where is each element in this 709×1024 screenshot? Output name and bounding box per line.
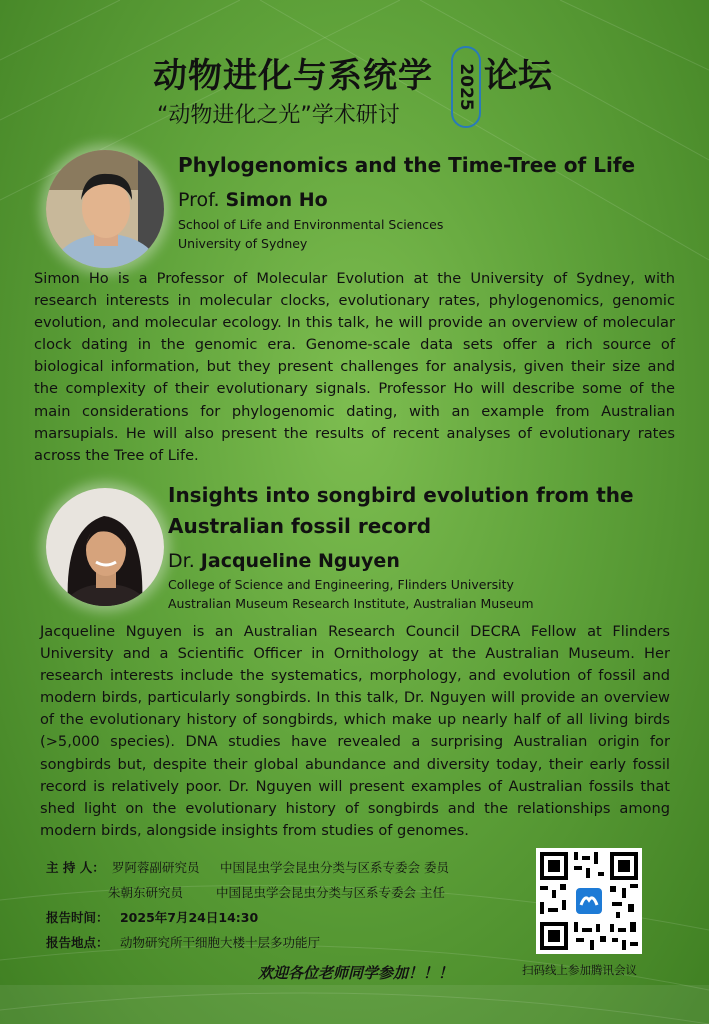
- talk1-speaker-prefix: Prof.: [178, 189, 220, 211]
- talk2-affiliation: [168, 575, 534, 613]
- talk2-bio: Jacqueline Nguyen is an Australian Research Council DECRA Fellow at Flinders University and a Scientific Officer in Ornithology at the Australian Museum. Her research interests include the systematics, morphology, and evolution of fossil and modern birds, particularly songbirds. In this talk, Dr. Nguyen will provide an overview of the evolutionary history of songbirds, which make up nearly half of all living birds (>5,000 species). DNA studies have revealed a surprising Australian origin for songbirds but, despite their global abundance and diversity today, their early fossil record is relatively poor. Dr. Nguyen will present examples of Australian fossils that shed light on the evolutionary history of songbirds and the relationships among modern birds, alongside insights from studies of genomes.: [40, 623, 670, 839]
- forum-subtitle: “动物进化之光”学术研讨: [157, 103, 400, 128]
- talk1-affiliation-line2: University of Sydney: [178, 236, 308, 251]
- talk2-title: [168, 480, 634, 542]
- talk1-affiliation-line1: School of Life and Environmental Sciences: [178, 217, 444, 232]
- talk1-speaker: [178, 189, 328, 211]
- host1-name: 罗阿蓉副研究员: [111, 860, 200, 875]
- place-row: [46, 933, 320, 951]
- place-value: 动物研究所干细胞大楼十层多功能厅: [119, 935, 320, 950]
- host-label: 主 持 人：: [46, 860, 105, 875]
- host1-role: 中国昆虫学会昆虫分类与区系专委会 委员: [219, 860, 449, 875]
- time-row: [46, 908, 258, 926]
- meeting-qr-code[interactable]: [536, 848, 642, 954]
- place-label: 报告地点：: [46, 935, 109, 950]
- talk2-title-line2: Australian fossil record: [168, 514, 432, 538]
- speaker-photo-simon-ho: [46, 150, 164, 268]
- time-label: 报告时间：: [46, 910, 109, 925]
- host2-role: 中国昆虫学会昆虫分类与区系专委会 主任: [215, 885, 445, 900]
- forum-title: 动物进化与系统学: [153, 56, 433, 96]
- qr-pattern-icon: [536, 848, 642, 954]
- talk2-speaker-name: Jacqueline Nguyen: [200, 550, 400, 572]
- welcome-message: 欢迎各位老师同学参加！！！: [258, 964, 454, 982]
- talk2-affiliation-line1: College of Science and Engineering, Flinders University: [168, 577, 514, 592]
- talk1-speaker-name: Simon Ho: [225, 189, 328, 211]
- host-row-1: [46, 858, 449, 876]
- year-badge: [451, 46, 481, 128]
- talk2-speaker: [168, 550, 400, 572]
- host-row-2: [108, 883, 445, 901]
- talk2-affiliation-line2: Australian Museum Research Institute, Australian Museum: [168, 596, 534, 611]
- qr-caption: 扫码线上参加腾讯会议: [522, 963, 637, 977]
- poster-header: [0, 40, 709, 130]
- talk2-title-line1: Insights into songbird evolution from the: [168, 483, 634, 507]
- talk1-title: Phylogenomics and the Time-Tree of Life: [178, 153, 636, 177]
- talk2-speaker-prefix: Dr.: [168, 550, 195, 572]
- talk1-affiliation: [178, 215, 443, 253]
- speaker-photo-jacqueline-nguyen: [46, 488, 164, 606]
- talk1-bio: Simon Ho is a Professor of Molecular Evolution at the University of Sydney, with research interests in molecular clocks, evolutionary rates, phylogenomics, genomic evolution, and molecular ecology. In this talk, he will provide an overview of molecular clock dating in the genomic era. Genome-scale data sets offer a rich source of biological information, but they present challenges for analysis, given their size and the complexity of their evolutionary signals. Professor Ho will describe some of the main considerations for phylogenomic dating, with an example from Australian marsupials. He will also present the results of recent analyses of evolutionary rates across the Tree of Life.: [34, 270, 675, 464]
- year-text: 2025: [456, 63, 476, 111]
- forum-title-suffix: 论坛: [484, 56, 552, 96]
- host2-name: 朱朝东研究员: [108, 885, 184, 900]
- time-value: 2025年7月24日14:30: [119, 910, 259, 925]
